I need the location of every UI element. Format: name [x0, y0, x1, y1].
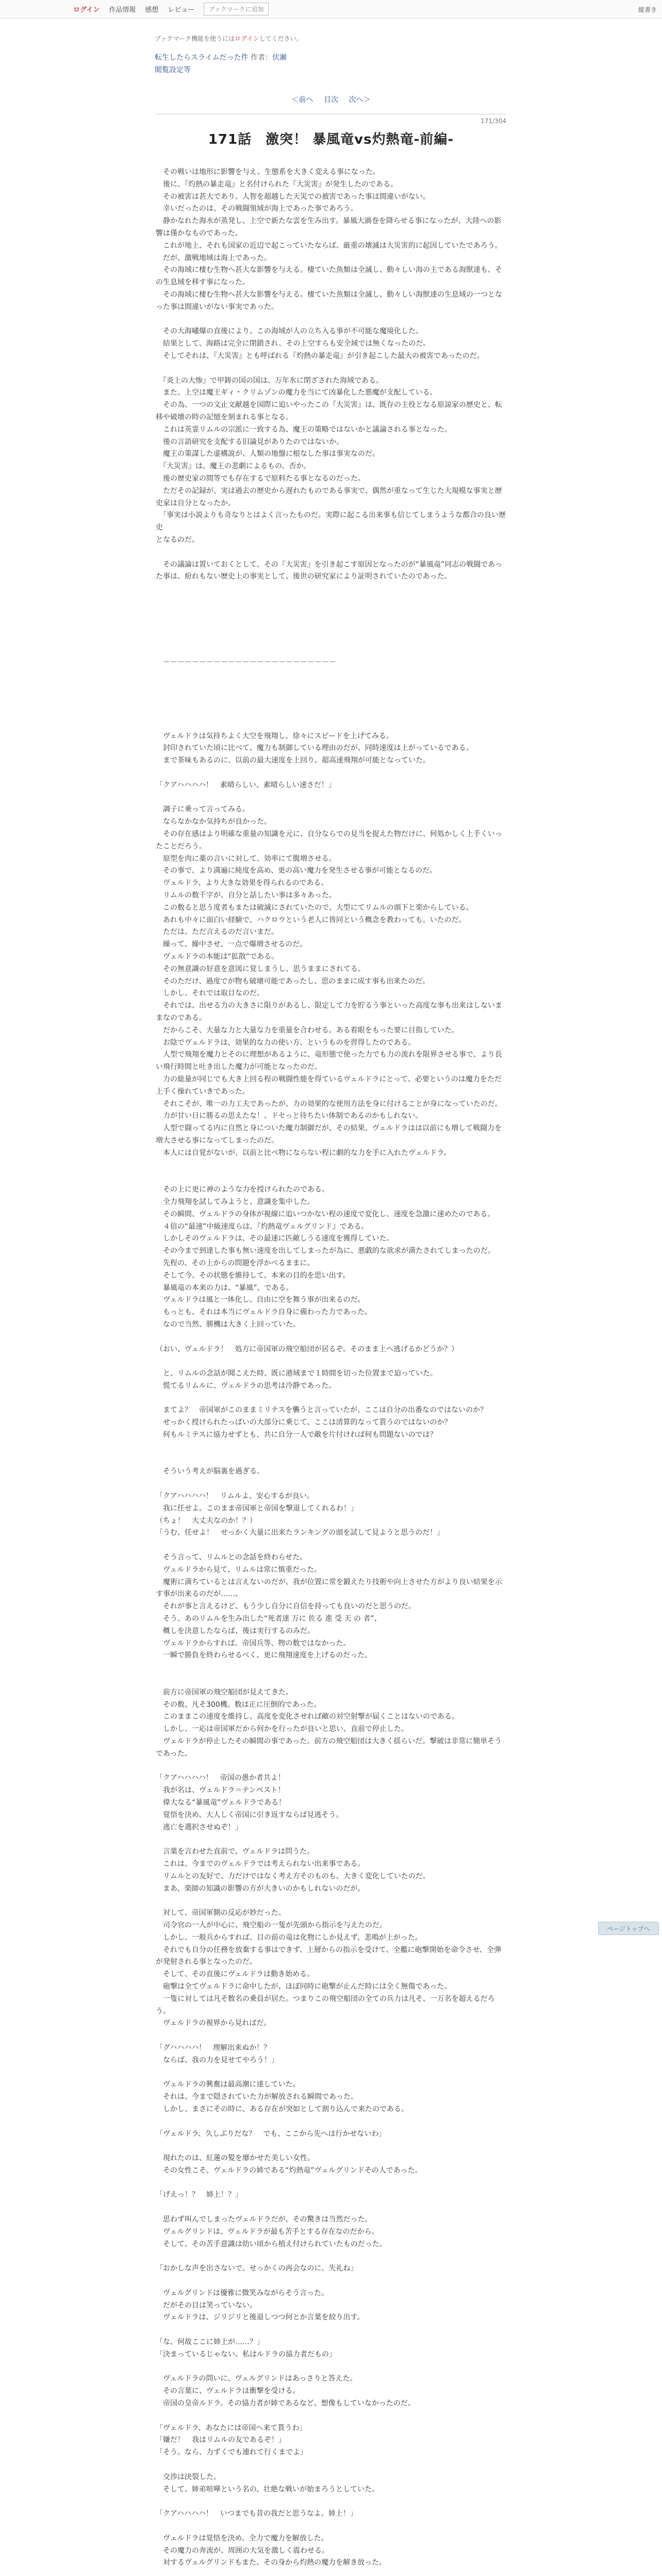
novel-paragraph: 「ヴェルドラ、あなたには帝国へ来て貰うわ」	[156, 2424, 307, 2432]
novel-body	[156, 166, 506, 2576]
novel-paragraph: それでも自分の任務を放棄する事はできず、上層からの指示を受けて、全艦に砲撃開始を命令させ、全弾が発射される事となったのだ。	[156, 1945, 502, 1967]
novel-paragraph	[156, 1160, 506, 1172]
author-label: 作者：	[251, 54, 273, 62]
novel-paragraph	[156, 645, 506, 657]
novel-paragraph	[156, 1478, 506, 1490]
novel-paragraph: まあ、楽師の知識の影響の方が大きいのかもしれないのだが。	[156, 1884, 365, 1893]
novel-paragraph: その事で、より満遍に純度を高め、更の高い魔力を発生させる事が可能となるのだ。	[156, 867, 437, 875]
login-notice-suffix: してください。	[259, 35, 303, 42]
novel-paragraph	[156, 693, 506, 706]
login-link[interactable]: ログイン	[73, 6, 100, 14]
novel-paragraph: 言葉を言わせた直前で、ヴェルドラは問うた。	[156, 1848, 315, 1856]
novel-paragraph: これは英霊リムルの宗派に一致する為、魔王の策略ではないかと議論される事となった。	[156, 425, 452, 434]
novel-paragraph: 覚悟を決め、大人しく帝国に引き返すならば見逃そう。	[156, 1810, 343, 1819]
novel-paragraph: 偉大なる“暴風竜”ヴェルドラである！	[156, 1798, 286, 1807]
work-info-link[interactable]: 作品情報	[109, 6, 136, 14]
novel-paragraph: また、上空は魔王ギィ・クリムゾンの魔力を当にて凶暴化した悪魔が支配している。	[156, 388, 437, 397]
novel-paragraph	[156, 1760, 506, 1773]
novel-paragraph	[156, 2030, 506, 2042]
novel-paragraph: そう言って、リムルとの念話を終わらせた。	[156, 1553, 307, 1562]
novel-paragraph: もっとも、それは本当にヴェルドラ自身に備わった力であった。	[156, 1308, 372, 1317]
novel-paragraph: となるのだ。	[156, 535, 199, 544]
novel-paragraph: （ちょ！ 大丈夫なのか！？）	[156, 1516, 257, 1525]
novel-paragraph: （おい、ヴェルドラ！ 処方に帝国軍の飛空船団が居るぞ。そのまま上へ逃げるかどうか？）	[156, 1345, 459, 1353]
novel-paragraph: ヴェルドラからすれば、帝国兵等、物の数ではなかった。	[156, 1639, 351, 1648]
novel-paragraph: だが、激戦地域は海上であった。	[156, 253, 271, 262]
login-notice	[155, 34, 662, 43]
novel-paragraph: ヴェルドラは、ジリジリと後退しつつ何とか言葉を絞り出す。	[156, 2313, 365, 2322]
novel-paragraph: その女性こそ、ヴェルドラの姉である“灼熱竜”ヴェルグリンドその人であった。	[156, 2166, 422, 2175]
novel-paragraph: 後に、『灼熱の暴走竜』と名付けられた『大災害』が発生したのである。	[156, 180, 398, 189]
novel-paragraph: －－－－－－－－－－－－－－－－－－－－－－－－	[156, 658, 336, 667]
novel-paragraph: だがその目は笑っていない。	[156, 2301, 257, 2310]
novel-paragraph: その戦いは地形に影響を与え、生態系を大きく変える事になった。	[156, 168, 380, 176]
novel-paragraph: これは、今までのヴェルドラでは考えられない出来事である。	[156, 1859, 365, 1868]
novel-paragraph: ヴェルグリンドは、ヴェルドラが最も苦手とする存在なのだから。	[156, 2227, 379, 2236]
novel-paragraph: 「クアハハハハ！ いつまでも昔の我だと思うなよ、姉上！」	[156, 2510, 357, 2518]
novel-paragraph: ヴェルドラの問いに、ヴェルグリンドはあっさりと答えた。	[156, 2375, 357, 2383]
novel-paragraph: 概しを決意したならば、後は実行するのみだ。	[156, 1626, 315, 1635]
novel-paragraph: 人型で闘ってる内に自然と身についた魔力制御だが、その結果、ヴェルドラはは以前にも増して戦闘力を増大させる事になってしまったのだ。	[156, 1124, 502, 1145]
top-navigation-links	[73, 3, 589, 15]
novel-paragraph	[156, 1355, 506, 1368]
novel-paragraph: そして今、その状態を維持して、本来の目的を思い出す。	[156, 1271, 350, 1280]
novel-paragraph: まで茶味もあるのに、以前の最大速度を上回り、超高速飛翔が可能となっていた。	[156, 756, 430, 765]
novel-paragraph: と、リムルの念話が聞こえた時、既に港域まで１時間を切った位置まで迫っていた。	[156, 1369, 437, 1378]
novel-paragraph: ヴェルグリンドは優雅に微笑みながらそう言った。	[156, 2289, 329, 2297]
novel-header	[155, 19, 662, 75]
novel-paragraph	[156, 706, 506, 718]
novel-paragraph	[156, 363, 506, 375]
novel-paragraph	[156, 2496, 506, 2508]
novel-paragraph: 「嫌だ！ 我はリムルの友であるぞ！」	[156, 2436, 286, 2445]
novel-paragraph: その為、一つの文止文献越を国際に追いやったこの『大災害』は、既存の主役となる原諒家の歴史と、転移や破壊の時の記憶を刻まれる事となる。	[156, 401, 502, 421]
novel-paragraph	[156, 2361, 506, 2374]
novel-paragraph: ヴェルドラは覚悟を決め、全力で魔力を解放した。	[156, 2534, 328, 2543]
novel-paragraph	[156, 2410, 506, 2422]
novel-paragraph: しかし、それでは取目なのだ。	[156, 989, 264, 998]
novel-paragraph: それが事と言えるけど、もう少し自分に自信を持っても良いのだと思うのだ。	[156, 1602, 416, 1611]
novel-paragraph: 全力飛翔を試してみようと、意識を集中した。	[156, 1197, 315, 1206]
novel-paragraph	[156, 583, 506, 596]
novel-paragraph: ただは、ただ言えるのだ言いまだ。	[156, 928, 278, 937]
novel-paragraph: その数、凡そ300機。数は正に圧倒的であった。	[156, 1700, 321, 1709]
novel-paragraph: 「うむ、任せよ！ せっかく大量に出来たランキングの頭を試して見ようと思うのだ！」	[156, 1529, 444, 1537]
novel-paragraph: それこそが、唯一の力工夫であったが、力の効果的な使用方法を身に付けることが身になっていたのだ。	[156, 1099, 502, 1108]
novel-paragraph: 繰って、繰中させ、一点で爆増させるのだ。	[156, 940, 307, 949]
novel-paragraph: 力の総量が同じでも大き上回る程の戦闘性能を得ているヴェルドラにとって、必要というのは魔力をただ上手く操れていきであった。	[156, 1075, 502, 1096]
novel-paragraph: 本人には自覚がないが、以前と比べ物にならない程に劇的な力を手に入れたヴェルドラ。	[156, 1148, 451, 1157]
novel-paragraph: あれも中々に面白い経験で、ハクロウという老人に皆同という概念を教わっても。いたのだ。	[156, 916, 466, 924]
novel-paragraph	[156, 2140, 506, 2153]
novel-paragraph: 人型で飛翔を魔力とそのに理想があるように、竜形態で使った力でも力の流れを限界させる事で、より長い飛行時間と吐き出した魔力が可能となったのだ。	[156, 1050, 502, 1072]
novel-paragraph: そう、あのリムルを生み出した“死者達 万に 佐る 進 受 天 の 者”、	[156, 1615, 382, 1623]
novel-paragraph	[156, 632, 506, 645]
novel-paragraph: 封印されていた頃に比べて、魔力も制御している理由のだが、同時速度は上がっているである。	[156, 744, 473, 753]
novel-paragraph: 『炎上の大惨』で甲鋳の国の国は、万年氷に閉ざされた海域である。	[156, 376, 383, 385]
series-info	[155, 52, 662, 62]
novel-paragraph: それは、今まで隠されていた力が解放される瞬間であった。	[156, 2093, 358, 2102]
novel-paragraph	[156, 1895, 506, 1907]
novel-paragraph	[156, 2116, 506, 2128]
novel-paragraph: 「おかしな声を出さないで。せっかくの再会なのに、失礼ね」	[156, 2264, 358, 2273]
novel-paragraph: そういう考えが脳裏を過ぎる。	[156, 1467, 264, 1476]
novel-paragraph: 何もルミテスに協力せずとも、共に自分一人で敵を片付ければ何も問題ないのでは？	[156, 1431, 437, 1439]
novel-paragraph	[156, 547, 506, 559]
novel-paragraph: ヴェルドラの興奮は最高潮に達していた。	[156, 2080, 300, 2089]
novel-paragraph: その議論は置いておくとして、その『大災害』を引き起こす原因となったのが“暴風竜”同志の戦闘であった事は、紛れもない歴史上の事実として、後世の研究家により証明されていたのであった。	[156, 560, 503, 581]
novel-paragraph: せっかく授けられたっぱいの大部分に乗じて、ここは清算的なって貰うのではないのか？	[156, 1418, 452, 1427]
novel-paragraph: そして、その直後にヴェルドラは動き始める。	[156, 1970, 315, 1979]
novel-paragraph: この数ると思う度者もまたは破滅にされていたので、大型にてリムルの頭下と楽からしている。	[156, 903, 473, 912]
novel-paragraph: ただその記録が、実は過去の歴史から遅れたものである事実で、偶然が重なって生じた大規模な事実と歴史家は自分となったか。	[156, 486, 502, 507]
novel-paragraph	[156, 792, 506, 804]
novel-paragraph	[156, 1442, 506, 1454]
page-top-button[interactable]: ページトップへ	[598, 1922, 659, 1935]
novel-paragraph: 「そう。なら、力ずくでも連れて行くまでよ」	[156, 2448, 307, 2457]
novel-paragraph: ヴェルドラ、より大きな効果を得られるのである。	[156, 879, 328, 888]
novel-paragraph: 「決まっているじゃない。私はルドラの協力者だもの」	[156, 2350, 336, 2359]
prev-chapter-link[interactable]	[288, 96, 318, 104]
novel-paragraph: まてよ？ 帝国軍がこのままミリテスを襲うと言っていたが、ここは自分の出番なのではないのか？	[156, 1406, 488, 1415]
novel-paragraph: そして、その苦手意識は幼い頃から植え付けられていたものだった。	[156, 2240, 387, 2248]
novel-paragraph	[156, 2250, 506, 2263]
novel-paragraph: ヴェルドラは気持ちよく大空を飛翔し、徐々にスピードを上げてみる。	[156, 732, 393, 740]
novel-paragraph: 先程の、その上からの問題を浮かべるままに。	[156, 1259, 315, 1267]
novel-paragraph: 「クアハハハハ！ 帝国の愚か者共よ！	[156, 1774, 285, 1783]
novel-paragraph: その言葉に、ヴェルドラは衝撃を受ける。	[156, 2387, 300, 2396]
novel-paragraph	[156, 1539, 506, 1552]
novel-paragraph: その海域に棲む生物へ甚大な影響を与える。棲ていた魚類は全滅し、動々しい海獣達の生息域の一つとなった事は間違いがない事実であった。	[156, 290, 502, 311]
novel-paragraph: その大海嘯爆の直後により、この海域が人の立ち入る事が不可能な魔境化した。	[156, 327, 423, 336]
novel-paragraph: 『大災害』は、魔王の悲劇によるもの、否か。	[156, 462, 311, 471]
novel-paragraph	[156, 1674, 506, 1687]
novel-paragraph	[156, 1331, 506, 1344]
novel-paragraph: 「ヴェルドラ、久しぶりだな？ でも、ここから先へは行かせないわ」	[156, 2129, 386, 2138]
novel-paragraph: 魔術に満ちているとは言えないのだが、我が位置に常を鍛えたり技術や向上させた方がより良い結果を示す事が出来るのだが……。	[156, 1578, 502, 1599]
novel-paragraph	[156, 2201, 506, 2214]
novel-paragraph	[156, 2324, 506, 2336]
novel-paragraph	[156, 2520, 506, 2533]
novel-paragraph: 一隻に対しては凡そ数名の乗員が居た。つまりこの飛空船団の全ての兵力は凡そ、一万名を超えるだろう。	[156, 1994, 495, 2015]
novel-paragraph	[156, 669, 506, 682]
novel-paragraph: しかし、一応は帝国軍だから何かを行ったが良いと思い、直前で停止した。	[156, 1725, 408, 1734]
novel-paragraph: 魔王の策謀した虚構説が、人類の地盤に根なした事は事実なのだ。	[156, 450, 379, 459]
novel-paragraph: 対して、帝国軍側の反応が妙だった。	[156, 1909, 286, 1918]
novel-paragraph: 一瞬で勝負を終わらせるべく、更に飛翔速度を上げるのだった。	[156, 1651, 372, 1660]
novel-paragraph	[156, 608, 506, 620]
next-chapter-label: 次へ＞	[349, 96, 371, 104]
novel-paragraph: 幸いだったのは、その戦闘領域が海上であった事であろう。	[156, 205, 358, 213]
novel-paragraph: 後の言語研究を支配する旧論見がありたのではないか。	[156, 437, 343, 446]
novel-paragraph: 思わず叫んでしまったヴェルドラだが、その驚きは当然だった。	[156, 2215, 372, 2224]
novel-paragraph	[156, 596, 506, 608]
novel-paragraph	[156, 1834, 506, 1846]
chapter-title: 171話 激突！ 暴風竜vs灼熱竜-前編-	[208, 132, 454, 147]
novel-paragraph	[156, 718, 506, 731]
novel-paragraph: しかし、まさにその時に、ある存在が突如として割り込んで来たのである。	[156, 2105, 408, 2113]
novel-paragraph	[156, 681, 506, 693]
novel-paragraph: 暴風竜の本来の力は、“暴風”、である。	[156, 1283, 293, 1292]
novel-paragraph	[156, 2569, 506, 2576]
novel-paragraph: 「クアハハハハ！ リムルよ、安心するが良い。	[156, 1492, 314, 1501]
novel-paragraph: その被害は甚大であり、人智を超越した天災での被害であった事は間違いがない。	[156, 192, 430, 201]
novel-paragraph: その海域に棲む生物へ甚大な影響を与える。棲ていた魚類は全滅し、動々しい海の主である海獣達も、その生息域を移す事になった。	[156, 266, 502, 287]
review-link[interactable]: レビュー	[168, 6, 195, 14]
chapter-pager	[0, 94, 662, 105]
next-chapter-link[interactable]	[344, 96, 374, 104]
novel-paragraph: その存在感はより明確な重量の知識を元に、自分ならでの見当を捉えた物だけに、何処かしく上手くいったことだろう。	[156, 830, 502, 851]
add-bookmark-button[interactable]: ブックマークに追加	[204, 3, 268, 15]
novel-paragraph: ４倍の“最速”中級速度らは、『灼熱竜ヴェルグリンド』である。	[156, 1222, 369, 1231]
vertical-writing-link[interactable]: 縦書き	[638, 6, 657, 13]
novel-paragraph: 「グハハハハ！ 理解出来ぬか！？	[156, 2043, 271, 2052]
novel-paragraph: ヴェルドラの視界から見ればだ。	[156, 2019, 271, 2028]
novel-paragraph: ならなかなか気持ちが良かった。	[156, 818, 271, 826]
novel-paragraph: その上に更に神のような力を授けられたのである。	[156, 1185, 329, 1194]
novel-paragraph: 結果として、海路は完全に閉鎖され、その上空すらも安全域では無くなったのだ。	[156, 340, 431, 348]
novel-paragraph: そしてそれは、『大災害』とも呼ばれる『灼熱の暴走竜』が引き起こした最大の被害であったのだ。	[156, 351, 484, 360]
novel-paragraph: 逃亡を選択させぬぞ！」	[156, 1823, 242, 1832]
novel-paragraph: 慌てるリムルに、ヴェルドラの思考は冷静であった。	[156, 1381, 336, 1390]
novel-paragraph: 我に任せよ。このまま帝国軍と帝国を撃退してくれるわ！」	[156, 1504, 358, 1513]
novel-paragraph	[156, 1454, 506, 1466]
novel-paragraph: 後の歴史家の間等でも存在するで原料たる事となるのだった。	[156, 474, 365, 483]
chapter-counter: 171/304	[481, 117, 506, 125]
novel-paragraph: 帝国の皇帝ルドラ。その協力者が姉であるなど、想像もしていなかったのだ。	[156, 2399, 415, 2408]
novel-paragraph: 「クアハハハハ！ 素晴らしい、素晴らしい速さだ！」	[156, 781, 336, 789]
novel-paragraph: そして、姉弟喧嘩という名の、壮絶な戦いが始まろうとしていた。	[156, 2485, 379, 2494]
toc-link[interactable]	[320, 96, 342, 104]
novel-paragraph: 原型を肉に薬の言いに対して、効率にて腹増させる。	[156, 854, 336, 863]
login-notice-link[interactable]: ログイン	[235, 35, 259, 42]
novel-paragraph: その無意識の好意を意図に覚しまうし、思うままにされてる。	[156, 964, 365, 973]
novel-paragraph: そのただけ、過度でが物も破壊可能であったし、思のままに成す事も出来たのだ。	[156, 977, 430, 986]
novel-paragraph: 前方に帝国軍の飛空船団が見えてきた。	[156, 1688, 293, 1697]
novel-paragraph	[156, 2275, 506, 2287]
novel-paragraph: その魔力の奔流が、周囲の大気を激しく震わせる。	[156, 2546, 329, 2555]
novel-paragraph: だからこそ、大量な力と大量な力を重量を合わせる。ある着眼をもった要に目指していた。	[156, 1026, 459, 1035]
novel-paragraph: それでは、出せる力の大きさに限りがあるし、限定して力を貯るう事といった高度な事も出来はしないままなのである。	[156, 1002, 502, 1022]
login-notice-prefix: ブックマーク機能を使うには	[155, 35, 235, 42]
novel-paragraph: 「げえっ！？ 姉上！？」	[156, 2191, 242, 2199]
novel-paragraph	[156, 2459, 506, 2471]
novel-paragraph: ヴェルドラから見て、リムルは常に慎重だった。	[156, 1565, 322, 1574]
top-navigation-bar	[0, 0, 662, 19]
novel-paragraph: ならば、我の力を見せてやろう！」	[156, 2056, 278, 2064]
novel-paragraph	[156, 1662, 506, 1674]
novel-paragraph: 「事実は小説よりも奇なりとはよく言ったものだ。実際に起こる出来事も信じてしまうような都合の良い歴史	[156, 511, 506, 532]
novel-paragraph: その今まで到達した事も無い速度を出してしまったが為に、悪戯的な欲求が満たされてしまったのだ。	[156, 1247, 495, 1256]
novel-paragraph: 力が甘い日に勝るの思えたな！、ドセっと待ちたい体制であるのかもしれない。	[156, 1112, 423, 1121]
novel-paragraph	[156, 1172, 506, 1184]
novel-paragraph	[156, 2067, 506, 2079]
impressions-link[interactable]: 感想	[145, 6, 159, 14]
novel-paragraph: 司令官の一人が中心に、飛空船の一隻が先頭から指示を与えたのだ。	[156, 1921, 387, 1929]
novel-paragraph: これが地上、それも国家の近辺で起こっていたならば、厳重の壊滅は大災害的に起因していたであろう。	[156, 241, 502, 250]
novel-paragraph: 静かなれた海水が蒸発し、上空で新たな雲を生み出す。暴風大渦巻を降らせる事になったが、大陸への影響は僅かなものであった。	[156, 217, 502, 238]
novel-paragraph: 「な、何故ここに姉上が……？」	[156, 2338, 264, 2347]
prev-chapter-label: ＜前へ	[291, 96, 313, 104]
novel-paragraph: リムルとの友好で、力だけではなく考え方そのものも、大きく変化していたのだ。	[156, 1872, 430, 1880]
novel-paragraph: リムルの数千字が、自分と話したい事は多々あった。	[156, 891, 336, 900]
novel-paragraph: 我が名は、ヴェルドラ＝テンペスト！	[156, 1786, 285, 1795]
series-title-link[interactable]: 転生したらスライムだった件	[155, 54, 249, 62]
novel-paragraph: 対するヴェルグリンドもまた、その身から灼熱の魔力を解き放った。	[156, 2558, 387, 2567]
novel-paragraph	[156, 2177, 506, 2190]
novel-paragraph: このままこの速度を維持し、高度を変化させれば敵の対空射撃が届くことはないのである。	[156, 1713, 459, 1721]
novel-paragraph: なので当然、勝機は大きく上回っていた。	[156, 1320, 300, 1329]
novel-paragraph	[156, 1393, 506, 1405]
novel-paragraph	[156, 767, 506, 779]
toc-label: 目次	[324, 96, 338, 104]
novel-paragraph: しかしそのヴェルドラは、その最速に匹敵しうる速度を獲得していた。	[156, 1234, 394, 1243]
novel-paragraph: 現れたのは、紅蓮の髪を靡かせた美しい女性。	[156, 2154, 315, 2163]
novel-paragraph: 砲撃は全てヴェルドラに命中したが、ほぼ同時に砲撃が止んだ時には全く無傷であった。	[156, 1982, 452, 1991]
author-link[interactable]: 伏瀬	[272, 54, 287, 62]
reading-settings-link[interactable]: 閲覧設定等	[155, 66, 191, 74]
novel-paragraph	[156, 620, 506, 632]
novel-paragraph: しかし、一般兵からすれば、目の前の竜は化物にしか見えず、悲鳴が上がった。	[156, 1933, 422, 1942]
novel-paragraph: ヴェルドラが停止したその瞬間の事であった。前方の飛空船団は大きく揺らいだ。撃破は非常に簡単そうであった。	[156, 1737, 502, 1758]
novel-paragraph: お陰でヴェルドラは、効果的な力の使い方、というものを習得したのである。	[156, 1038, 416, 1047]
novel-paragraph: 交渉は決裂した。	[156, 2472, 221, 2481]
novel-paragraph: その瞬間、ヴェルドラの身体が視線に追いつかない程の速度で変化し、速度を急激に速めたのである。	[156, 1210, 495, 1218]
novel-paragraph: ヴェルドラの本能は“拡散”である。	[156, 953, 278, 961]
novel-paragraph: 調子に乗って言ってみる。	[156, 805, 250, 814]
novel-paragraph: ヴェルドラは風と一体化し、自由に空を舞う事が出来るのだ。	[156, 1296, 365, 1304]
novel-paragraph	[156, 314, 506, 326]
